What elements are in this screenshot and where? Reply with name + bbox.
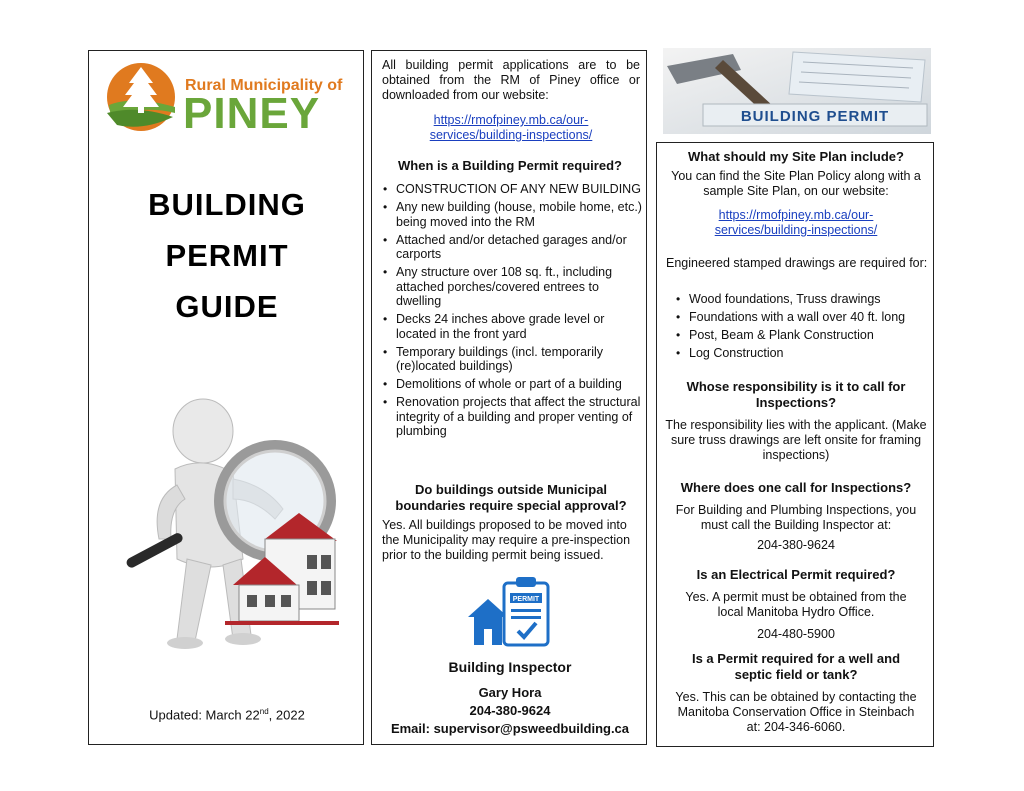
responsibility-text: The responsibility lies with the applicant. (Make sure truss drawings are left onsite for framing inspections): [665, 418, 927, 462]
banner-text: BUILDING PERMIT: [740, 108, 890, 125]
list-item: • Decks 24 inches above grade level or located in the front yard: [382, 312, 642, 341]
outside-boundaries-heading: Do buildings outside Municipal boundaries require special approval?: [395, 482, 627, 513]
well-septic-heading: Is a Permit required for a well and septic field or tank?: [691, 651, 901, 682]
call-inspections-heading: Where does one call for Inspections?: [680, 480, 912, 495]
site-plan-heading: What should my Site Plan include?: [688, 149, 904, 164]
list-item: • Attached and/or detached garages and/or carports: [382, 233, 642, 262]
cover-title-line: GUIDE: [175, 289, 279, 324]
list-item: • CONSTRUCTION OF ANY NEW BUILDING: [382, 182, 642, 197]
permit-clipboard-icon: [464, 573, 556, 649]
engineered-drawings-text: Engineered stamped drawings are required for:: [666, 256, 928, 270]
call-inspections-phone: 204-380-9624: [757, 538, 835, 552]
rm-piney-logo: [103, 61, 353, 138]
website-link-line[interactable]: services/building-inspections/: [429, 128, 593, 142]
list-item: • Demolitions of whole or part of a building: [382, 377, 642, 392]
cover-title-line: BUILDING: [148, 187, 306, 222]
list-item: • Log Construction: [675, 346, 931, 361]
outside-boundaries-answer: Yes. All buildings proposed to be moved into the Municipality may require a pre-inspection prior to the building permit being issued.: [382, 518, 631, 562]
list-item: • Wood foundations, Truss drawings: [675, 292, 931, 307]
middle-panel: [371, 50, 647, 745]
site-plan-text: You can find the Site Plan Policy along with a sample Site Plan, on our website:: [671, 169, 921, 198]
inspector-heading: Building Inspector: [448, 659, 572, 675]
list-item: • Post, Beam & Plank Construction: [675, 328, 931, 343]
list-item: • Renovation projects that affect the structural integrity of a building and proper venting of plumbing: [382, 395, 642, 439]
logo-title: PINEY: [183, 89, 321, 138]
tree-logo-icon: [103, 61, 183, 133]
well-septic-text: Yes. This can be obtained by contacting the Manitoba Conservation Office in Steinbach at: 204-346-6060.: [675, 690, 917, 734]
building-permit-banner: [663, 48, 931, 134]
updated-sup: nd: [259, 707, 269, 716]
cover-title: [89, 179, 365, 332]
cover-title-line: PERMIT: [165, 238, 289, 273]
icon-permit-label: PERMIT: [512, 596, 540, 603]
list-item: • Any new building (house, mobile home, etc.) being moved into the RM: [382, 200, 642, 229]
intro-text: All building permit applications are to be obtained from the RM of Piney office or downloaded from our website:: [382, 58, 640, 102]
site-plan-link-line[interactable]: services/building-inspections/: [714, 223, 878, 237]
responsibility-heading: Whose responsibility is it to call for Inspections?: [686, 379, 906, 410]
list-item: • Foundations with a wall over 40 ft. long: [675, 310, 931, 325]
permit-required-heading: When is a Building Permit required?: [398, 158, 622, 173]
site-plan-link-line[interactable]: https://rmofpiney.mb.ca/our-: [718, 208, 874, 222]
list-item: • Temporary buildings (incl. temporarily (re)located buildings): [382, 345, 642, 374]
electrical-permit-phone: 204-480-5900: [757, 627, 835, 641]
cover-panel: [88, 50, 364, 745]
inspector-name: Gary Hora: [478, 685, 542, 700]
electrical-permit-heading: Is an Electrical Permit required?: [696, 567, 896, 582]
right-panel: [656, 142, 934, 747]
site-plan-link[interactable]: [667, 208, 925, 238]
inspector-magnifier-illustration: [115, 389, 355, 679]
list-item: • Any structure over 108 sq. ft., including attached porches/covered entrees to dwelling: [382, 265, 642, 309]
inspector-email[interactable]: Email: supervisor@psweedbuilding.ca: [390, 721, 630, 736]
website-link-line[interactable]: https://rmofpiney.mb.ca/our-: [433, 113, 589, 127]
call-inspections-text: For Building and Plumbing Inspections, you must call the Building Inspector at:: [675, 503, 917, 532]
updated-date: [89, 707, 365, 722]
logo-subtitle: Rural Municipality of: [185, 77, 343, 94]
electrical-permit-text: Yes. A permit must be obtained from the local Manitoba Hydro Office.: [685, 590, 907, 619]
updated-suffix: , 2022: [268, 707, 305, 723]
inspector-phone: 204-380-9624: [469, 703, 551, 718]
permit-required-list: [382, 182, 642, 442]
engineered-drawings-list: [675, 292, 931, 364]
website-link[interactable]: [382, 113, 640, 143]
updated-prefix: Updated: March 22: [149, 707, 260, 723]
